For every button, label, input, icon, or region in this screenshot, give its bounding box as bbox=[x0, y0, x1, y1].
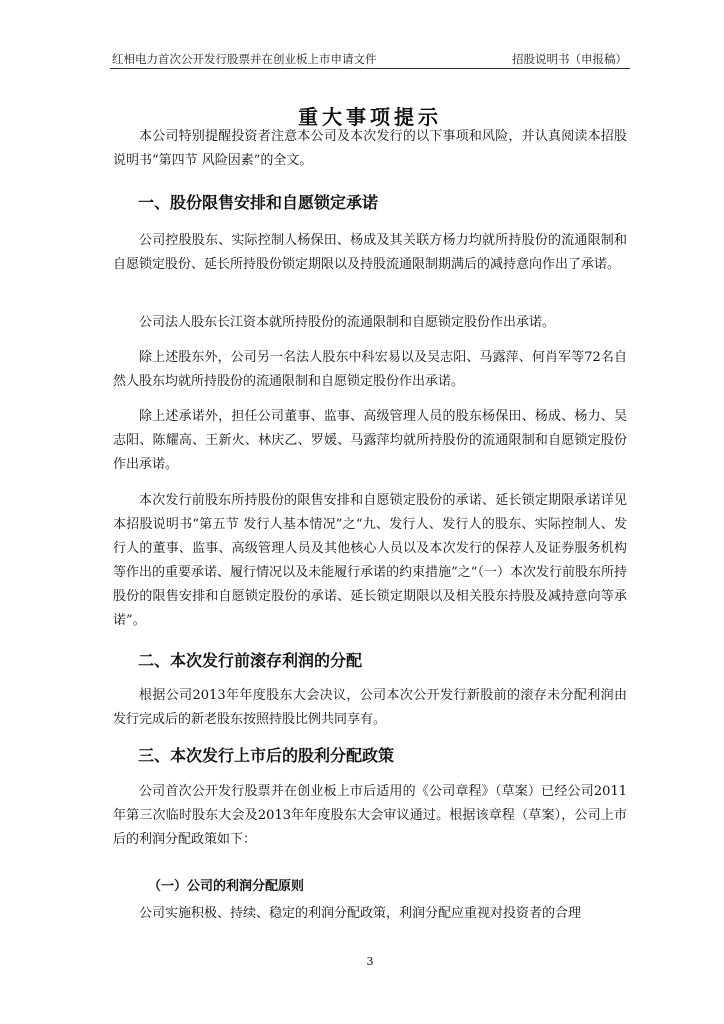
section-1-paragraph-2: 公司法人股东长江资本就所持股份的流通限制和自愿锁定股份作出承诺。 bbox=[139, 315, 556, 330]
page-title: 重大事项提示 bbox=[298, 105, 442, 130]
subsection-heading: （一）公司的利润分配原则 bbox=[148, 879, 305, 894]
page-number: 3 bbox=[366, 955, 374, 968]
header-document-type: 招股说明书（申报稿） bbox=[512, 52, 627, 66]
section-3-paragraph-1: 公司首次公开发行股票并在创业板上市后适用的《公司章程》（草案）已经公司2011年第三次临时股东大会及2013年年度股东大会审议通过。根据该章程（草案），公司上市后的利润分配政策如下： bbox=[113, 784, 627, 847]
header-document-name: 红相电力首次公开发行股票并在创业板上市申请文件 bbox=[112, 52, 377, 66]
section-2-heading: 二、本次发行前滚存利润的分配 bbox=[138, 651, 363, 670]
section-1-paragraph-3: 除上述股东外，公司另一名法人股东中科宏易以及吴志阳、马露萍、何肖军等72名自然人股东均就所持股份的流通限制和自愿锁定股份作出承诺。 bbox=[113, 350, 627, 389]
section-1-heading: 一、股份限售安排和自愿锁定承诺 bbox=[138, 193, 379, 212]
section-1-paragraph-1: 公司控股股东、实际控制人杨保田、杨成及其关联方杨力均就所持股份的流通限制和自愿锁定股份、延长所持股份锁定期限以及持股流通限制期满后的减持意向作出了承诺。 bbox=[113, 233, 627, 272]
section-3-heading: 三、本次发行上市后的股利分配政策 bbox=[138, 746, 395, 765]
intro-paragraph: 本公司特别提醒投资者注意本公司及本次发行的以下事项和风险，并认真阅读本招股说明书“第四节 风险因素”的全文。 bbox=[113, 129, 627, 168]
header-divider bbox=[110, 68, 630, 69]
subsection-paragraph: 公司实施积极、持续、稳定的利润分配政策，利润分配应重视对投资者的合理 bbox=[139, 906, 582, 921]
section-2-paragraph-1: 根据公司2013年年度股东大会决议，公司本次公开发行新股前的滚存未分配利润由发行完成后的新老股东按照持股比例共同享有。 bbox=[113, 688, 627, 727]
section-1-paragraph-5: 本次发行前股东所持股份的限售安排和自愿锁定股份的承诺、延长锁定期限承诺详见本招股说明书“第五节 发行人基本情况”之“九、发行人、发行人的股东、实际控制人、发行人的董事、监事、高级管理人员及其他核心人员以及本次发行的保荐人及证券服务机构等作出的重要承诺、履行情况以及未能履行承诺的约束措施”之“（一）本次发行前股东所持股份的限售安排和自愿锁定股份的承诺、延长锁定期限以及相关股东持股及减持意向等承诺”。 bbox=[113, 493, 627, 628]
page-header bbox=[112, 51, 627, 67]
section-1-paragraph-4: 除上述承诺外，担任公司董事、监事、高级管理人员的股东杨保田、杨成、杨力、吴志阳、陈耀高、王新火、林庆乙、罗媛、马露萍均就所持股份的流通限制和自愿锁定股份作出承诺。 bbox=[113, 409, 627, 472]
